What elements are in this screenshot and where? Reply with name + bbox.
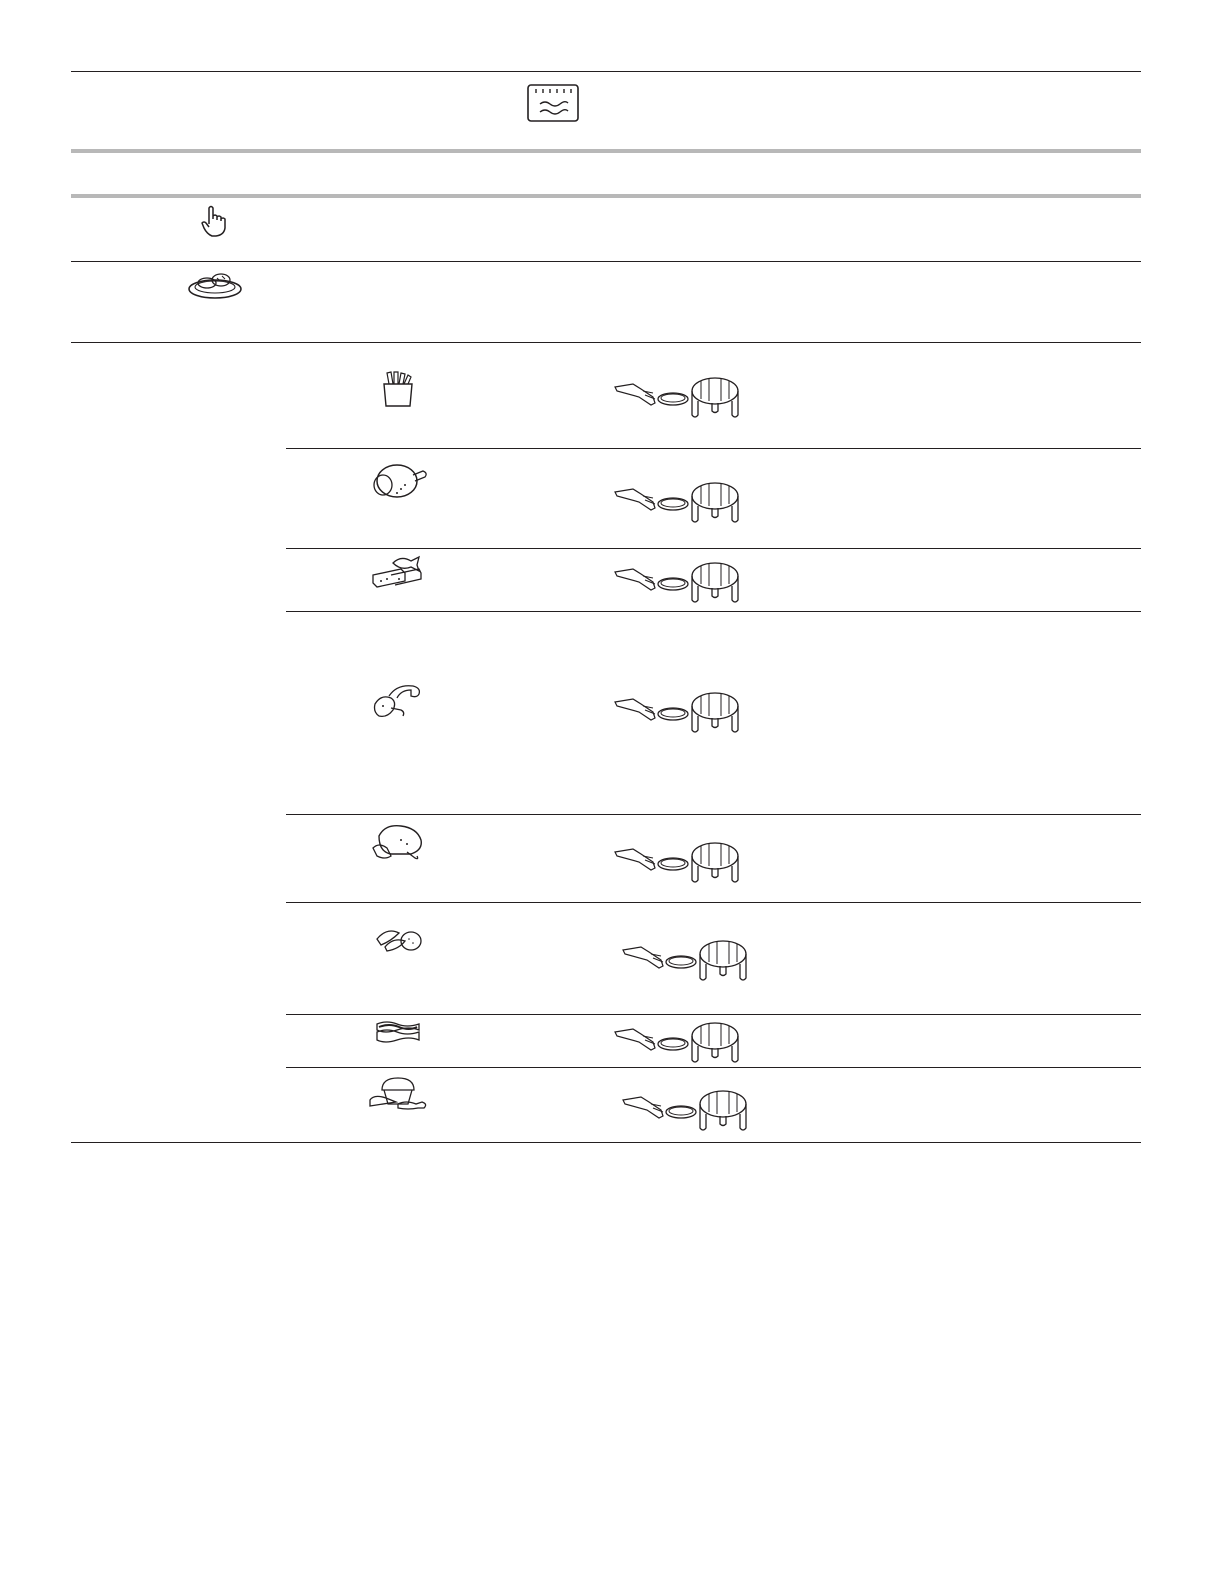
row-rule [286, 814, 1141, 815]
shrimp-icon [371, 680, 423, 720]
accessory-set [613, 1022, 743, 1069]
table-top-rule [71, 71, 1141, 72]
french-fries-icon [381, 370, 415, 408]
section-gray-rule [71, 149, 1141, 153]
handle-icon [615, 378, 738, 417]
roast-chicken-icon [371, 459, 429, 501]
row-rule [286, 448, 1141, 449]
manual-hand-icon [200, 204, 228, 238]
row-rule [286, 611, 1141, 612]
row-rule [286, 902, 1141, 903]
accessory-set [621, 940, 751, 987]
accessory-set [621, 1090, 751, 1137]
accessory-set [613, 482, 743, 529]
potato-wedges-icon [375, 925, 423, 955]
accessory-set [613, 562, 743, 609]
section-gray-rule [71, 194, 1141, 198]
fish-sticks-icon [371, 555, 423, 589]
accessory-set [613, 842, 743, 889]
row-rule [71, 261, 1141, 262]
steam-crisp-oven-icon [527, 84, 579, 122]
row-rule [286, 1067, 1141, 1068]
row-rule [286, 1014, 1141, 1015]
bacon-icon [375, 1020, 421, 1044]
accessory-set [613, 692, 743, 739]
chicken-wings-icon [371, 822, 429, 862]
row-rule [286, 548, 1141, 549]
row-rule [71, 342, 1141, 343]
food-plate-icon [187, 270, 243, 300]
snacks-muffin-drumstick-icon [368, 1076, 430, 1112]
accessory-set [613, 377, 743, 424]
table-bottom-rule [71, 1142, 1141, 1143]
